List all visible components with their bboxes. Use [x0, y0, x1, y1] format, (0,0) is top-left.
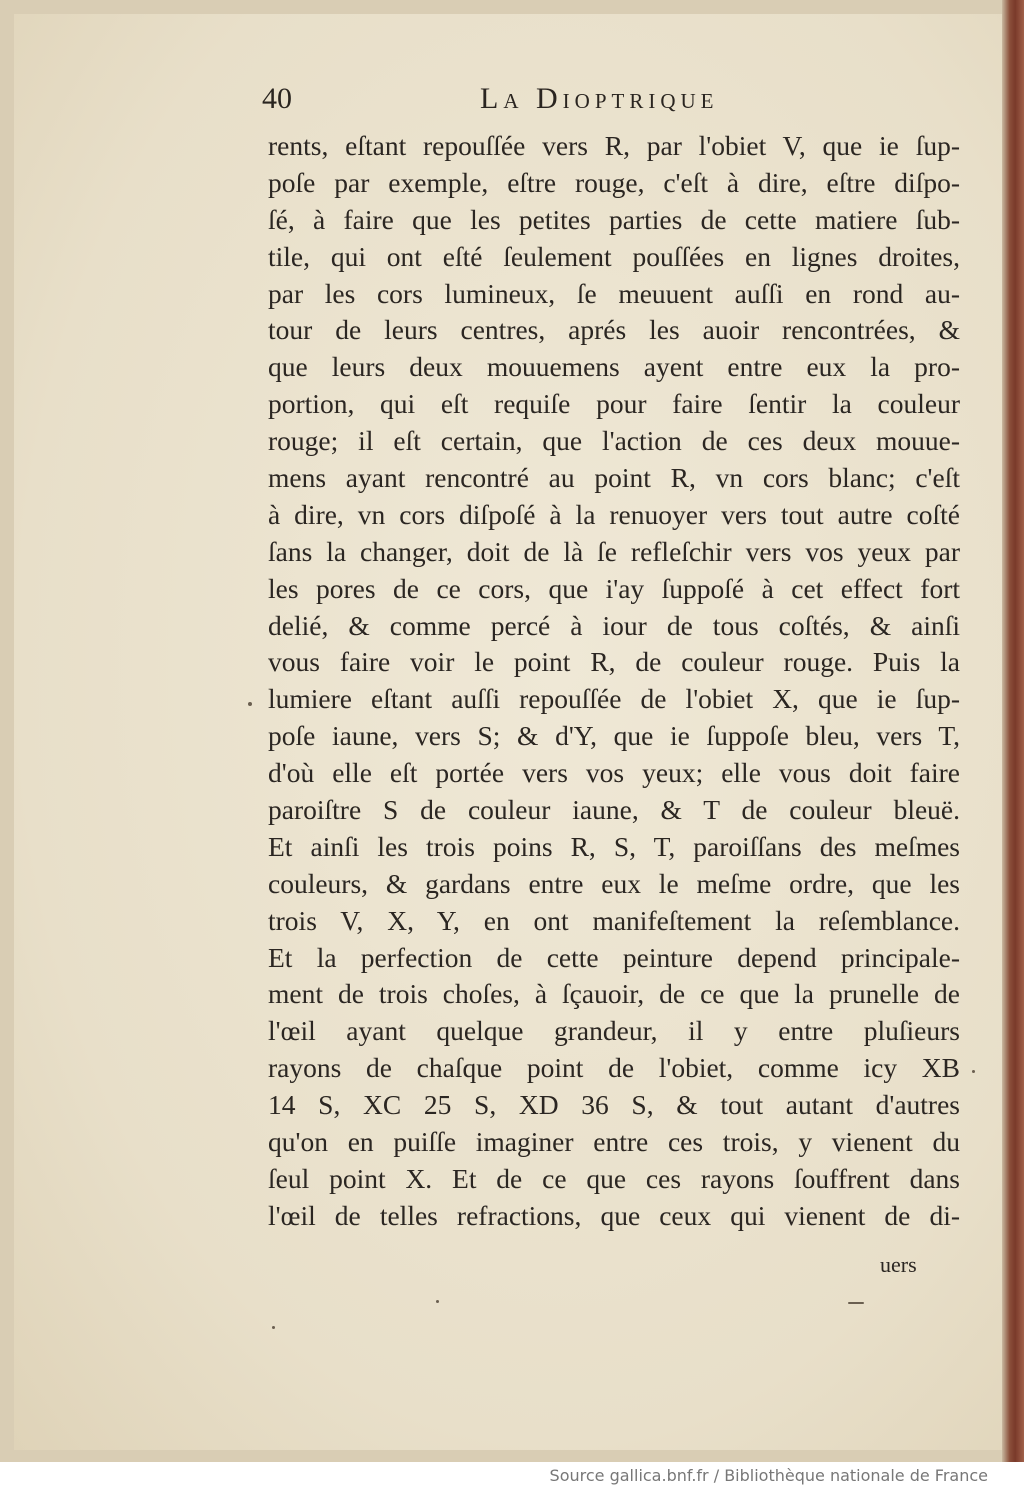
source-credit: Source gallica.bnf.fr / Bibliothèque nationale de France [549, 1466, 988, 1485]
print-speck [248, 702, 252, 706]
running-title: La Dioptrique [480, 82, 719, 115]
print-speck [272, 1326, 275, 1329]
text-line: delié, & comme percé à iour de tous coſtés, & ainſi [268, 609, 960, 641]
text-line: Et ainſi les trois poins R, S, T, paroiſſans des meſmes [268, 830, 960, 862]
print-speck [848, 1302, 864, 1304]
text-line: poſe par exemple, eſtre rouge, c'eſt à dire, eſtre diſpo- [268, 166, 960, 198]
text-line: paroiſtre S de couleur iaune, & T de couleur bleuë. [268, 794, 960, 826]
footer-bar [0, 1462, 1024, 1493]
page-number: 40 [262, 82, 292, 115]
text-line: 14 S, XC 25 S, XD 36 S, & tout autant d'autres [268, 1089, 960, 1121]
print-speck [972, 1070, 975, 1073]
book-spine-edge [1002, 0, 1024, 1462]
text-line: l'œil de telles refractions, que ceux qui vienent de di- [268, 1199, 960, 1231]
text-line: d'où elle eſt portée vers vos yeux; elle vous doit faire [268, 757, 960, 789]
text-line: ſans la changer, doit de là ſe refleſchir vers vos yeux par [268, 535, 960, 567]
text-line: à dire, vn cors diſpoſé à la renuoyer vers tout autre coſté [268, 498, 960, 530]
text-line: qu'on en puiſſe imaginer entre ces trois, y vienent du [268, 1126, 960, 1158]
text-line: tile, qui ont eſté ſeulement pouſſées en lignes droites, [268, 240, 960, 272]
body-text [268, 128, 968, 1235]
text-line: mens ayant rencontré au point R, vn cors blanc; c'eſt [268, 462, 960, 494]
text-line: couleurs, & gardans entre eux le meſme ordre, que les [268, 867, 960, 899]
text-line: tour de leurs centres, aprés les auoir rencontrées, & [268, 314, 960, 346]
text-line: que leurs deux mouuemens ayent entre eux la pro- [268, 351, 960, 383]
text-line: ment de trois choſes, à ſçauoir, de ce que la prunelle de [268, 978, 960, 1010]
text-line: trois V, X, Y, en ont manifeſtement la reſemblance. [268, 904, 960, 936]
text-line: ſeul point X. Et de ce que ces rayons ſouffrent dans [268, 1162, 960, 1194]
text-line: vous faire voir le point R, de couleur rouge. Puis la [268, 646, 960, 678]
text-line: rouge; il eſt certain, que l'action de ces deux mouue- [268, 425, 960, 457]
running-head [262, 82, 982, 122]
text-line: poſe iaune, vers S; & d'Y, que ie ſuppoſe bleu, vers T, [268, 720, 960, 752]
print-speck [436, 1300, 439, 1303]
text-line: l'œil ayant quelque grandeur, il y entre pluſieurs [268, 1015, 960, 1047]
text-line: rents, eſtant repouſſée vers R, par l'obiet V, que ie ſup- [268, 130, 960, 161]
text-line: par les cors lumineux, ſe meuuent auſſi en rond au- [268, 277, 960, 309]
text-line: les pores de ce cors, que i'ay ſuppoſé à cet effect fort [268, 572, 960, 604]
text-line: rayons de chaſque point de l'obiet, comme icy XB [268, 1052, 960, 1084]
text-line: lumiere eſtant auſſi repouſſée de l'obiet X, que ie ſup- [268, 683, 960, 715]
text-line: portion, qui eſt requiſe pour faire ſentir la couleur [268, 388, 960, 420]
text-line: ſé, à faire que les petites parties de cette matiere ſub- [268, 203, 960, 235]
text-line: Et la perfection de cette peinture depend principale- [268, 941, 960, 973]
catchword: uers [880, 1252, 917, 1277]
